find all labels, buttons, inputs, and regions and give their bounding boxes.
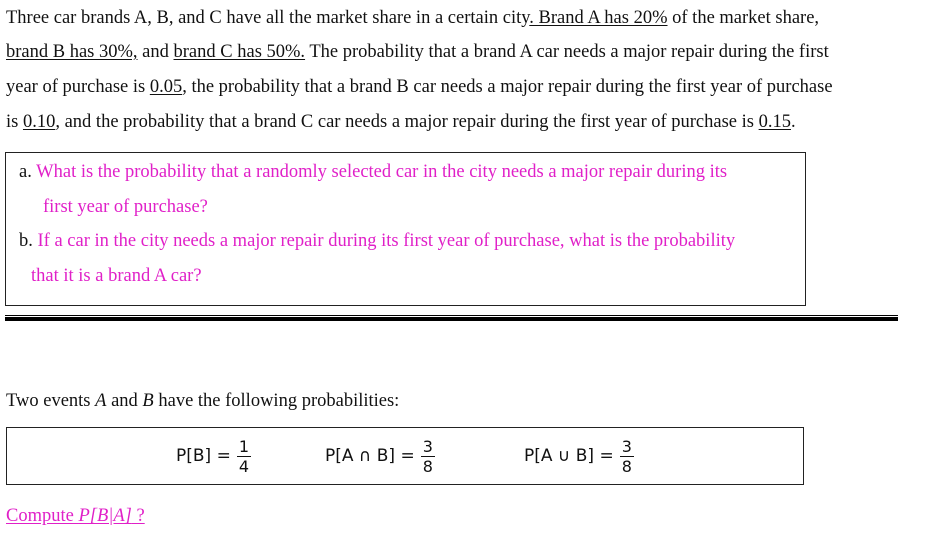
fraction: $\frac{3}{8}$ bbox=[621, 436, 632, 476]
fraction: $\frac{3}{8}$ bbox=[422, 436, 433, 476]
fraction: $\frac{1}{4}$ bbox=[238, 436, 250, 476]
equation-p-a-or-b: P[A ∪ B] = $\frac{3}{8}$ bbox=[524, 436, 632, 476]
question-a-line2: first year of purchase? bbox=[43, 197, 208, 217]
probabilities-box bbox=[6, 427, 804, 485]
question-b-line1: b. If a car in the city needs a major repair during its first year of purchase, what is the probability bbox=[19, 231, 736, 251]
questions-box bbox=[5, 152, 806, 306]
problem2-intro: Two events A and B have the following probabilities: bbox=[6, 391, 400, 411]
problem1-line3: year of purchase is 0.05, the probability that a brand B car needs a major repair during the first year of purchase bbox=[6, 77, 833, 97]
question-a-line1: a. What is the probability that a randomly selected car in the city needs a major repair during its bbox=[19, 162, 728, 182]
separator-thin bbox=[5, 315, 898, 316]
compute-link[interactable]: Compute P[B|A] ? bbox=[6, 506, 145, 526]
problem1-line2: brand B has 30%, and brand C has 50%. The probability that a brand A car needs a major repair during the first bbox=[6, 42, 829, 62]
equation-p-a-and-b: P[A ∩ B] = $\frac{3}{8}$ bbox=[325, 436, 433, 476]
problem1-line1: Three car brands A, B, and C have all the market share in a certain city. Brand A has 20% of the market share, bbox=[6, 8, 820, 28]
problem1-line4: is 0.10, and the probability that a brand C car needs a major repair during the first year of purchase is 0.15. bbox=[6, 112, 796, 132]
separator-thick bbox=[5, 317, 898, 321]
question-b-line2: that it is a brand A car? bbox=[31, 266, 202, 286]
equation-p-b: P[B] = $\frac{1}{4}$ bbox=[176, 436, 250, 476]
